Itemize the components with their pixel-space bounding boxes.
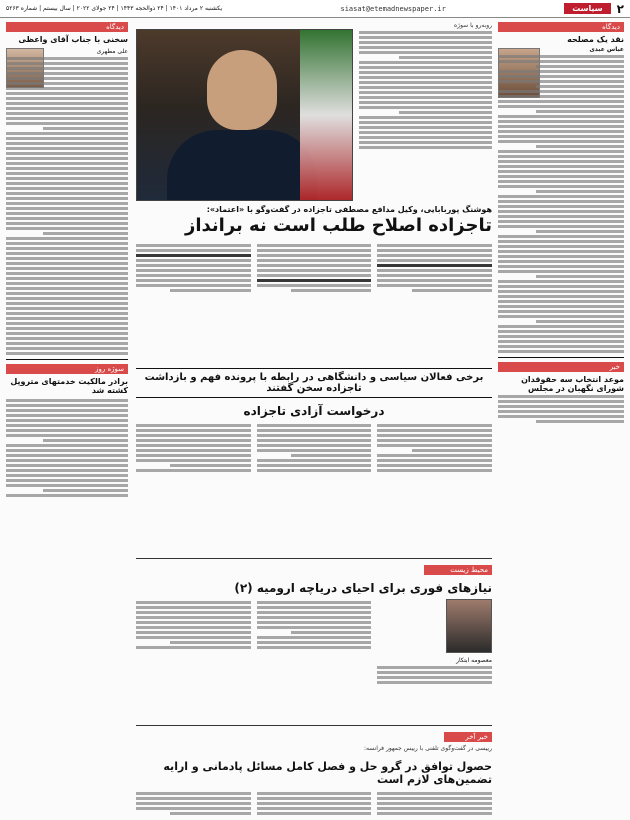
- left-title: سخنی با جناب آقای واعظی: [18, 35, 128, 44]
- left-body-text: [6, 57, 128, 355]
- lower-headline: نیازهای فوری برای احیای دریاچه ارومیه (۲): [234, 580, 492, 595]
- center-section: [136, 22, 492, 812]
- main-headline: تاجزاده اصلاح طلب است نه برانداز: [184, 215, 492, 236]
- center-rubric: روبه‌رو با سوژه: [454, 22, 492, 29]
- right-body-text: [498, 55, 624, 820]
- lower-section-tag: محیط زیست: [424, 565, 492, 575]
- section-tag: سیاست: [564, 3, 610, 14]
- left-rubric: دیدگاه: [6, 22, 128, 32]
- left-title2: برادر مالکیت خدمتهای متروپل کشته شد: [10, 377, 128, 395]
- kicker: هوشنگ پوربابایی، وکیل مدافع مصطفی تاجزاده در گفت‌وگو با «اعتماد»:: [206, 205, 492, 214]
- banner: برخی فعالان سیاسی و دانشگاهی در رابطه با پرونده فهم و بازداشت تاجزاده سخن گفتند: [136, 368, 492, 398]
- site-email[interactable]: siasat@etemadnewspaper.ir: [340, 4, 446, 13]
- photo-side-text: [359, 29, 492, 199]
- bottom-tag: خبر آخر: [444, 732, 492, 742]
- bottom-headline: حصول توافق در گرو حل و فصل کامل مسائل پادمانی و ارایه تضمین‌های لازم است: [163, 759, 492, 786]
- bottom-right-headline: موعد انتخاب سه حقوقدان شورای نگهبان در مجلس: [521, 375, 624, 393]
- right-author: عباس عبدی: [589, 46, 624, 53]
- bottom-article: [136, 790, 492, 820]
- lower-article: [136, 599, 492, 719]
- left-section2: سوژه روز: [6, 364, 128, 374]
- sub-headline: درخواست آزادی تاجزاده: [243, 403, 385, 418]
- page-number: ۲: [616, 1, 624, 16]
- bottom-right-tag: خبر: [498, 362, 624, 372]
- left-author: علی مطهری: [96, 48, 128, 55]
- writer-photo: [446, 599, 492, 653]
- photo-and-text: [136, 29, 492, 199]
- bottom-rubric: رییسی در گفت‌وگوی تلفنی با رییس جمهور فرانسه:: [363, 744, 492, 752]
- right-column: [498, 22, 624, 812]
- writer-caption: معصومه ابتکار: [456, 656, 492, 664]
- top-bar: [0, 0, 630, 18]
- lawyer-photo: [136, 29, 353, 201]
- date-line: یکشنبه ۲ مرداد ۱۴۰۱ | ۲۴ ذوالحجه ۱۴۴۳ | ۲۴ جولای ۲۰۲۲ | سال بیستم | شماره ۵۲۶۳: [6, 5, 223, 12]
- main-article: [136, 242, 492, 362]
- sub-article: [136, 422, 492, 552]
- left-column: [6, 22, 128, 812]
- right-title: نقد یک مصلحه: [567, 35, 624, 44]
- right-rubric: دیدگاه: [498, 22, 624, 32]
